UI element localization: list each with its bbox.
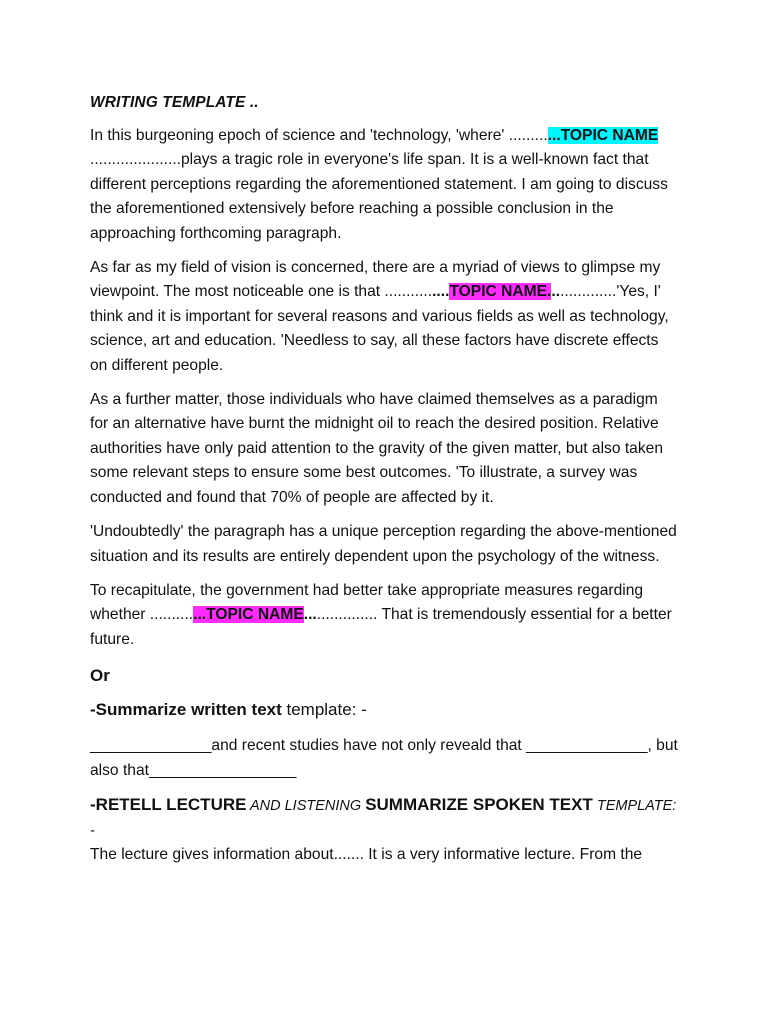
retell-lecture-title: -RETELL LECTURE — [90, 794, 247, 814]
topic-name-highlight-1 — [548, 127, 659, 144]
summarize-written-heading — [90, 698, 678, 722]
topic-dots-3: ... — [303, 606, 317, 624]
paragraph-undoubtedly: 'Undoubtedly' the paragraph has a unique perception regarding the above-mentioned situation and its results are entirely dependent upon the psychology of the witness. — [90, 523, 677, 565]
paragraph-intro — [90, 124, 678, 246]
retell-and-listening: AND LISTENING — [246, 797, 366, 814]
paragraph-intro-text-a: In this burgeoning epoch of science and 'technology, 'where' ......... — [90, 127, 548, 144]
topic-name-3: ...TOPIC NAME — [193, 606, 304, 624]
paragraph-conclusion — [90, 579, 678, 652]
document-title: WRITING TEMPLATE .. — [90, 94, 259, 111]
paragraph-intro-text-b: .....................plays a tragic role in everyone's life span. It is a well-known fact that different perceptions regarding the aforementioned statement. I am going to discuss the aforementioned extensively before reaching a possible conclusion in the approaching forthcoming paragraph. — [90, 151, 668, 242]
summarize-spoken-title: SUMMARIZE SPOKEN TEXT — [365, 794, 593, 814]
or-heading: Or — [90, 666, 110, 686]
topic-dots-2b: .. — [551, 283, 561, 301]
retell-template-suffix: TEMPLATE: - — [90, 797, 677, 839]
summarize-written-title: -Summarize written text — [90, 700, 282, 720]
paragraph-conclusion-text-a: To recapitulate, the government had better take appropriate measures regarding whether .......... — [90, 581, 644, 624]
topic-name-2: TOPIC NAME. — [449, 283, 552, 301]
paragraph-viewpoint — [90, 256, 678, 378]
paragraph-viewpoint-text-a: As far as my field of vision is concerned, there are a myriad of views to glimpse my viewpoint. The most noticeable one is that ........... — [90, 259, 661, 301]
topic-dots-2a: .... — [432, 283, 450, 301]
topic-name-1: TOPIC NAME — [560, 127, 659, 144]
paragraph-conclusion-text-b: .............. That is tremendously essential for a better future. — [90, 606, 672, 648]
retell-lecture-heading — [90, 793, 678, 843]
summarize-written-suffix: template: - — [281, 700, 367, 720]
paragraph-viewpoint-text-b: .............'Yes, I' think and it is important for several reasons and various fields as well as technology, science, art and education. 'Needless to say, all these factors have discrete effects on different people. — [90, 283, 669, 374]
paragraph-further: As a further matter, those individuals who have claimed themselves as a paradigm for an alternative have burnt the midnight oil to reach the desired position. Relative authorities have only paid attention to the gravity of the given matter, but also taken some relevant steps to ensure some best outcomes. 'To illustrate, a survey was conducted and found that 70% of people are affected by it. — [90, 391, 663, 506]
topic-dots-1: ... — [547, 127, 561, 144]
summarize-written-body: ______________and recent studies have not only reveald that ______________, but also that_________________ — [90, 737, 678, 779]
retell-lecture-body: The lecture gives information about....... It is a very informative lecture. From the — [90, 845, 643, 863]
